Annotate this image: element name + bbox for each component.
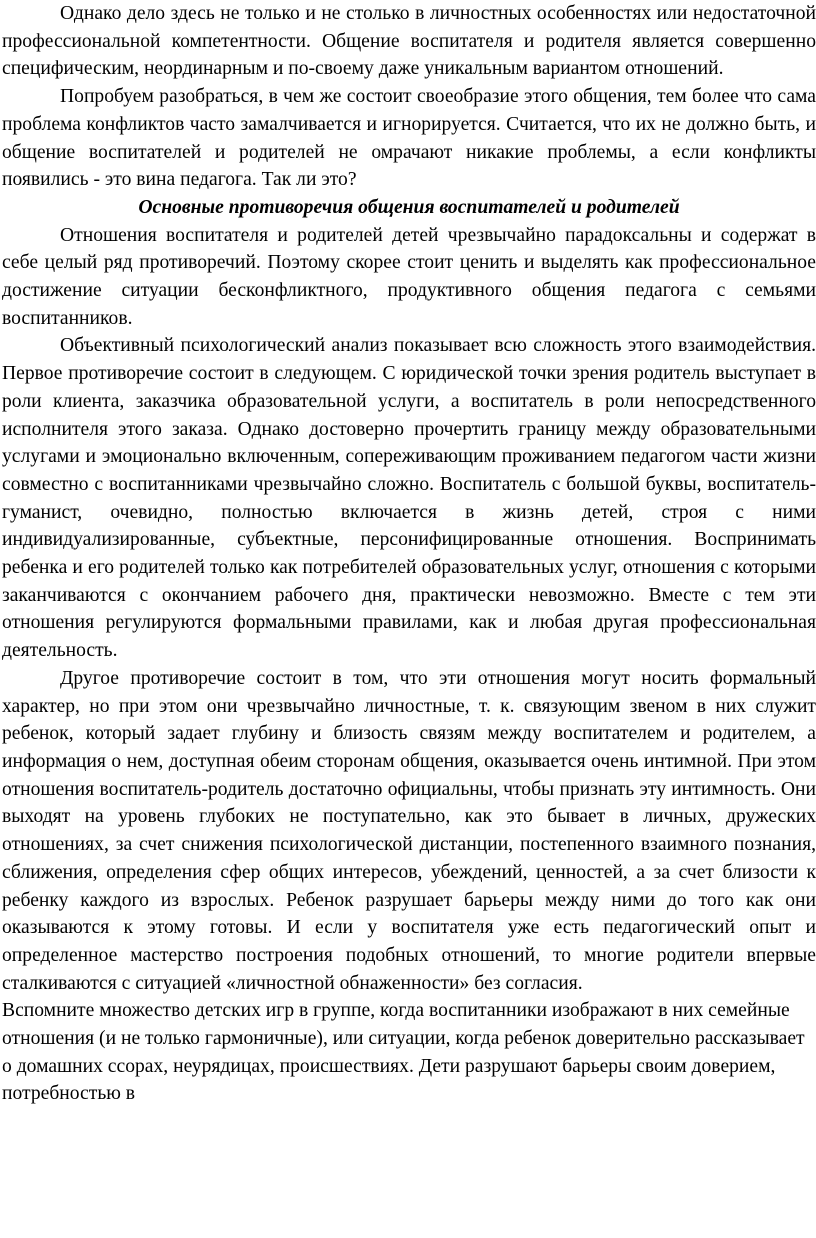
paragraph-second-contradiction: Другое противоречие состоит в том, что эти отношения могут носить формальный характер, но при этом они чрезвычайно личностные, т. к. связующим звеном в них служит ребенок, который задает глубину и близость связям между воспитателем и родителем, а информация о нем, доступная обеим сторонам общения, оказывается очень интимной. При этом отношения воспитатель-родитель достаточно официальны, чтобы признать эту интимность. Они выходят на уровень глубоких не поступательно, как это бывает в личных, дружеских отношениях, за счет снижения психологической дистанции, постепенного взаимного познания, сближения, определения сфер общих интересов, убеждений, ценностей, а за счет близости к ребенку каждого из взрослых. Ребенок разрушает барьеры между ними до того как они оказываются к этому готовы. И если у воспитателя уже есть педагогический опыт и определенное мастерство построения подобных отношений, то многие родители впервые сталкиваются с ситуацией «личностной обнаженности» без согласия. [2, 667, 816, 994]
paragraph-children-games: Вспомните множество детских игр в группе, когда воспитанники изображают в них семейные отношения (и не только гармоничные), или ситуации, когда ребенок доверительно рассказывает о домашних ссорах, неурядицах, происшествиях. Дети разрушают барьеры своим доверием, потребностью в [2, 1000, 805, 1105]
paragraph-first-contradiction: Объективный психологический анализ показывает всю сложность этого взаимодействия. Первое противоречие состоит в следующем. С юридической точки зрения родитель выступает в роли клиента, заказчика образовательной услуги, а воспитатель в роли непосредственного исполнителя этого заказа. Однако достоверно прочертить границу между образовательными услугами и эмоционально включенным, сопереживающим проживанием педагогом части жизни совместно с воспитанниками чрезвычайно сложно. Воспитатель с большой буквы, воспитатель-гуманист, очевидно, полностью включается в жизнь детей, строя с ними индивидуализированные, субъектные, персонифицированные отношения. Воспринимать ребенка и его родителей только как потребителей образовательных услуг, отношения с которыми заканчиваются с окончанием рабочего дня, практически невозможно. Вместе с тем эти отношения регулируются формальными правилами, как и любая другая профессиональная деятельность. [2, 335, 816, 662]
paragraph-question: Попробуем разобраться, в чем же состоит своеобразие этого общения, тем более что сама проблема конфликтов часто замалчивается и игнорируется. Считается, что их не должно быть, и общение воспитателей и родителей не омрачают никакие проблемы, а если конфликты появились - это вина педагога. Так ли это? [2, 86, 816, 191]
paragraph-paradox: Отношения воспитателя и родителей детей чрезвычайно парадоксальны и содержат в себе целый ряд противоречий. Поэтому скорее стоит ценить и выделять как профессиональное достижение ситуации бесконфликтного, продуктивного общения педагога с семьями воспитанников. [2, 224, 816, 329]
paragraph-intro: Однако дело здесь не только и не столько в личностных особенностях или недостаточной профессиональной компетентности. Общение воспитателя и родителя является совершенно специфическим, неординарным и по-своему даже уникальным вариантом отношений. [2, 3, 816, 80]
section-heading: Основные противоречия общения воспитателей и родителей [138, 196, 680, 218]
